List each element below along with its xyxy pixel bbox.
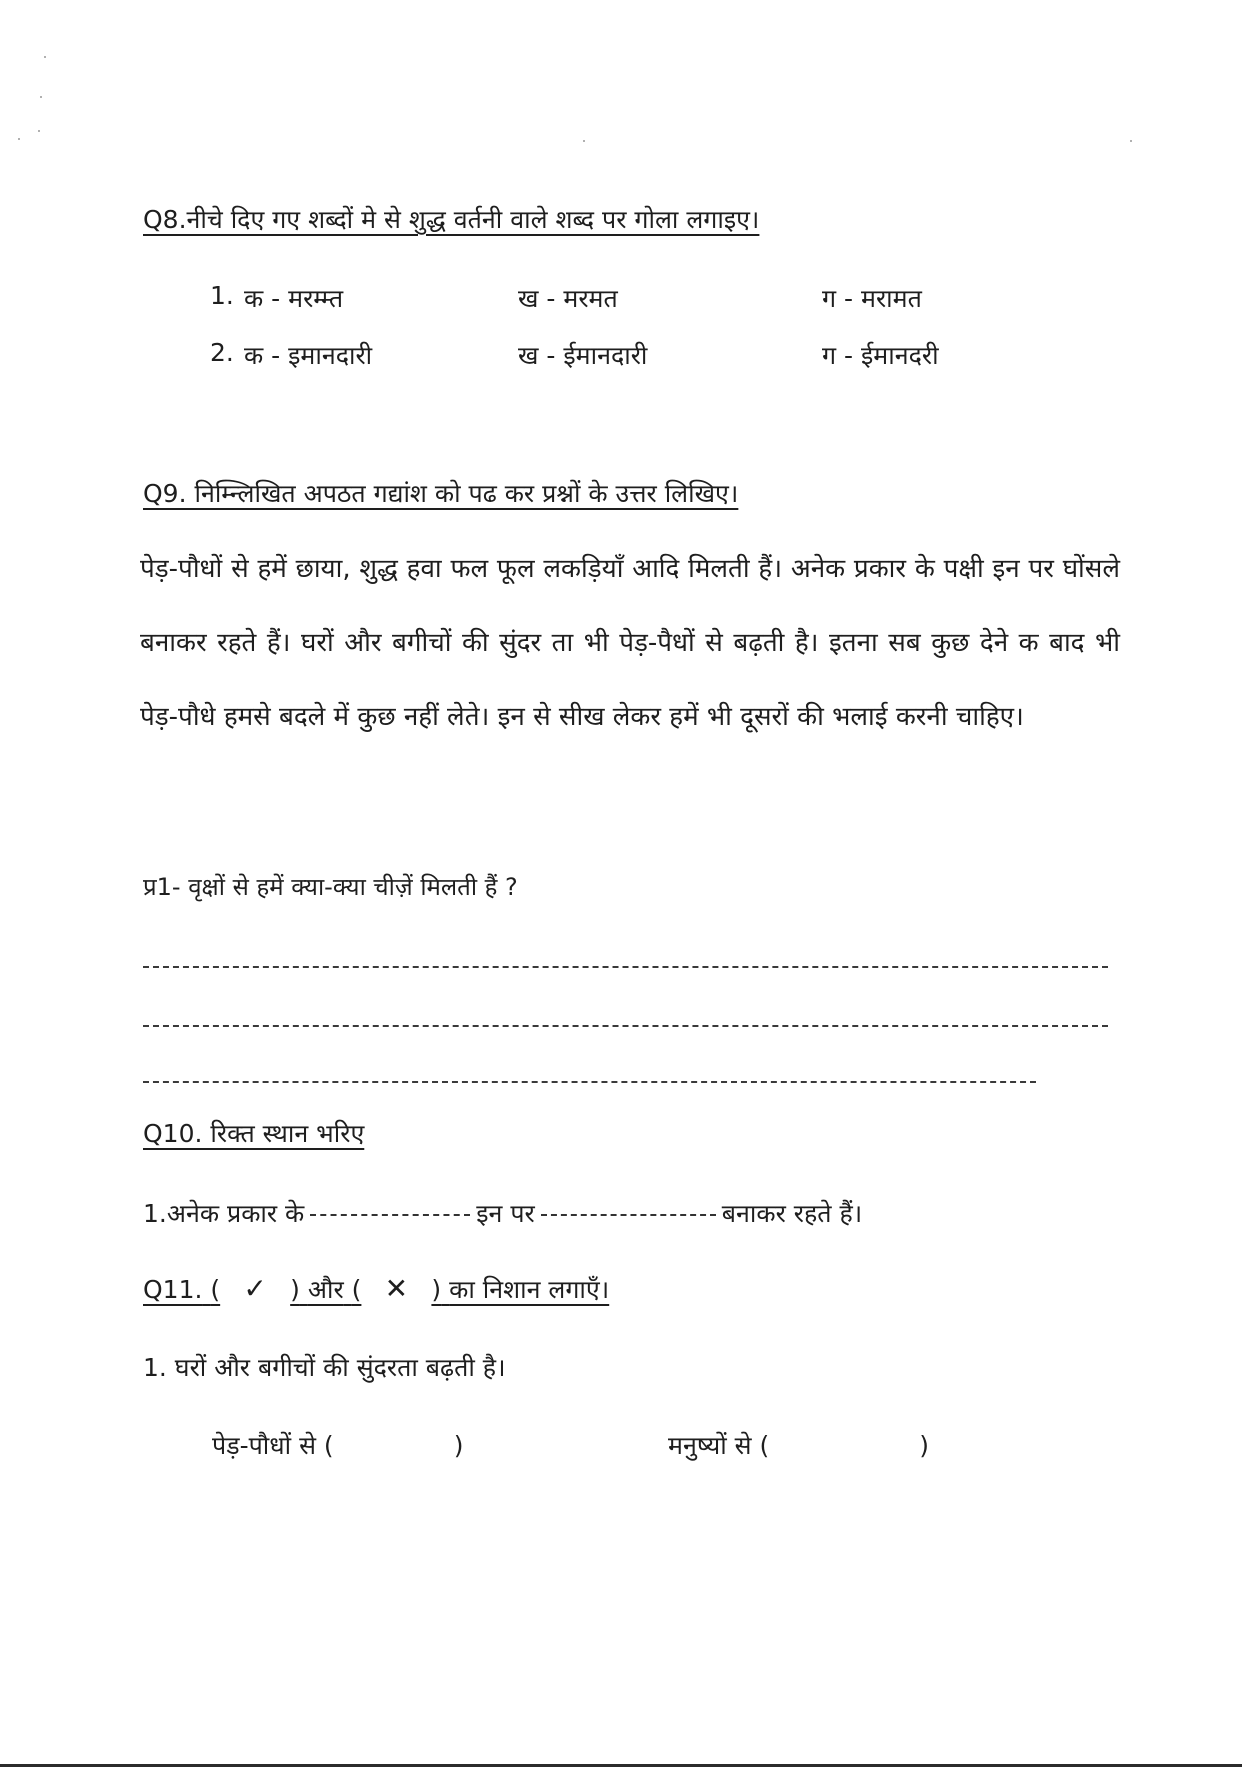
fill-blank (541, 1214, 716, 1216)
answer-line (143, 1025, 1108, 1027)
option-b-label: मनुष्यों से (668, 1431, 752, 1460)
q8-row1-option-kha: ख - मरमत (518, 284, 618, 313)
q9-heading: Q9. निम्न्लिखित अपठत गद्यांश को पढ कर प्रश्नों के उत्तर लिखिए। (143, 479, 739, 508)
q11-option-b (668, 1428, 929, 1462)
tick-icon: ✓ (243, 1272, 267, 1305)
cross-icon: ✕ (384, 1272, 409, 1305)
scan-speck (18, 138, 20, 140)
scan-speck (40, 96, 42, 98)
answer-line (143, 1081, 1036, 1083)
q8-heading: Q8.नीचे दिए गए शब्दों मे से शुद्ध वर्तनी वाले शब्द पर गोला लगाइए। (143, 205, 760, 234)
q10-text-part3: बनाकर रहते हैं। (721, 1199, 863, 1228)
q11-statement: 1. घरों और बगीचों की सुंदरता बढ़ती है। (143, 1353, 506, 1382)
scan-speck (1130, 140, 1132, 142)
q10-text-part1: 1.अनेक प्रकार के (143, 1199, 305, 1228)
q8-row2-option-ka: क - इमानदारी (244, 341, 373, 370)
close-paren: ) (919, 1431, 930, 1460)
q9-question-1: प्र1- वृक्षों से हमें क्या-क्या चीज़ें मिलती हैं ? (143, 873, 518, 901)
q11-option-a (212, 1428, 463, 1462)
q8-row2-option-ga: ग - ईमानदरी (822, 341, 939, 370)
q10-text-part2: इन पर (476, 1199, 535, 1228)
scan-speck (583, 140, 585, 142)
scan-speck (38, 130, 40, 132)
close-paren: ) (453, 1431, 464, 1460)
close-paren: ) (290, 1275, 300, 1304)
close-paren: ) (431, 1275, 442, 1304)
q8-row1-option-ga: ग - मरामत (822, 284, 922, 313)
q9-passage: पेड़-पौधों से हमें छाया, शुद्ध हवा फल फूल लकड़ियाँ आदि मिलती हैं। अनेक प्रकार के पक्षी इन पर घोंसले बनाकर रहते हैं। घरों और बगीचों की सुंदर ता भी पेड़-पैधों से बढ़ती है। इतना सब कुछ देने क बाद भी पेड़-पौधे हमसे बदले में कुछ नहीं लेते। इन से सीख लेकर हमें भी दूसरों की भलाई करनी चाहिए। (140, 554, 1120, 732)
open-paren: ( (323, 1431, 334, 1460)
open-paren: ( (759, 1431, 770, 1460)
open-paren: ( (210, 1275, 221, 1304)
q11-heading (143, 1272, 609, 1306)
q11-label: Q11. (143, 1275, 203, 1304)
q8-row1-number: 1. (210, 281, 234, 310)
q8-row1-option-ka: क - मरम्म्त (244, 284, 344, 313)
answer-line (143, 966, 1108, 968)
q10-sentence (143, 1196, 862, 1230)
open-paren: ( (351, 1275, 362, 1304)
and-word: और (307, 1275, 344, 1304)
scan-speck (44, 56, 46, 58)
q10-heading: Q10. रिक्त स्थान भरिए (143, 1119, 365, 1148)
q8-row2-number: 2. (210, 338, 234, 367)
q11-instruction: का निशान लगाएँ। (449, 1275, 610, 1304)
fill-blank (310, 1214, 470, 1216)
q8-row2-option-kha: ख - ईमानदारी (518, 341, 648, 370)
option-a-label: पेड़-पौधों से (212, 1431, 316, 1460)
